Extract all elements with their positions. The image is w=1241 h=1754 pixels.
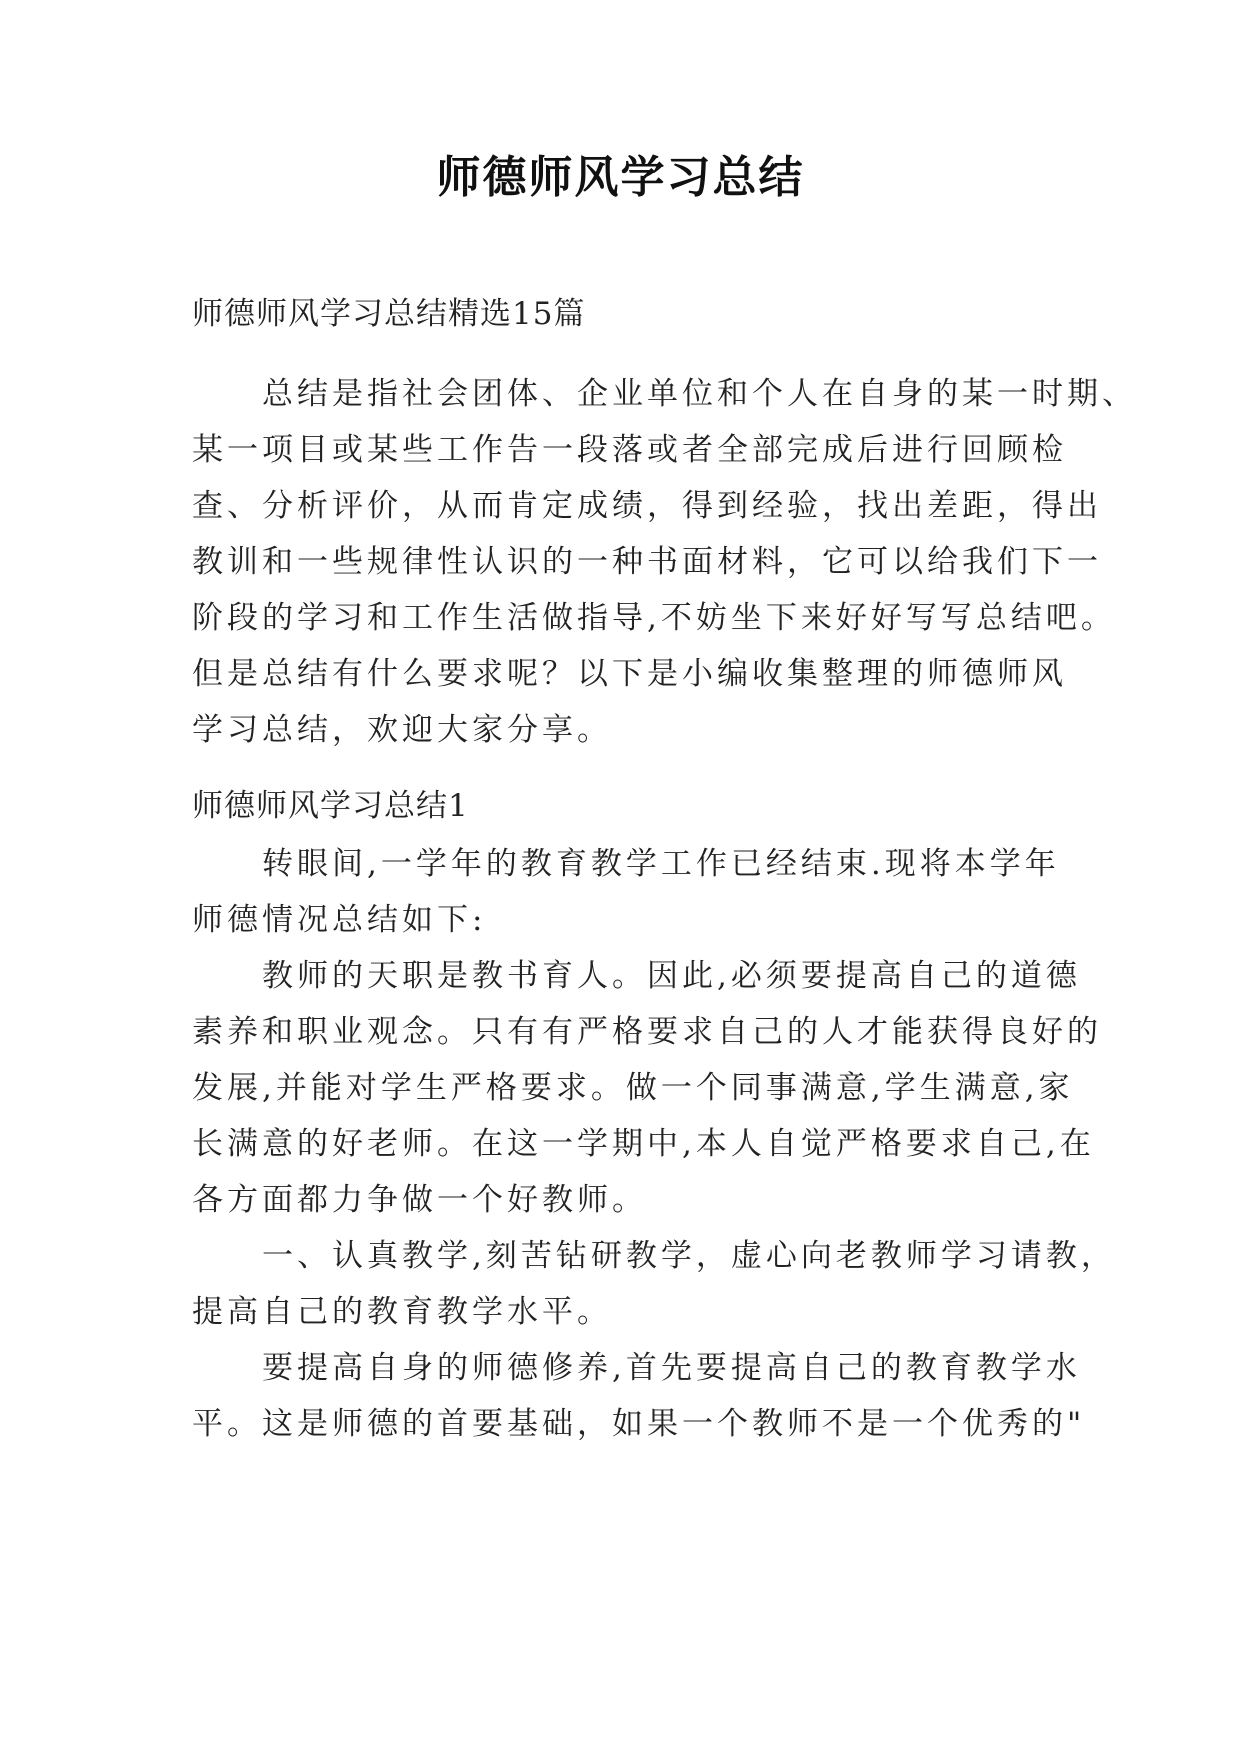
intro-line: 总结是指社会团体、企业单位和个人在自身的某一时期、	[192, 376, 1137, 412]
intro-line: 但是总结有什么要求呢？以下是小编收集整理的师德师风	[192, 656, 1067, 692]
body-line: 师德情况总结如下:	[192, 902, 487, 938]
intro-paragraph	[192, 366, 1137, 758]
section1-body	[192, 836, 1116, 1452]
document-title: 师德师风学习总结	[436, 152, 805, 203]
body-line: 教师的天职是教书育人。因此,必须要提高自己的道德	[192, 958, 1081, 994]
intro-line: 教训和一些规律性认识的一种书面材料，它可以给我们下一	[192, 544, 1102, 580]
body-line: 平。这是师德的首要基础，如果一个教师不是一个优秀的"	[192, 1406, 1086, 1442]
body-line: 提高自己的教育教学水平。	[192, 1294, 612, 1330]
body-line: 转眼间,一学年的教育教学工作已经结束.现将本学年	[192, 846, 1060, 882]
section-heading: 师德师风学习总结1	[192, 788, 469, 824]
body-line: 长满意的好老师。在这一学期中,本人自觉严格要求自己,在	[192, 1126, 1095, 1162]
intro-line: 某一项目或某些工作告一段落或者全部完成后进行回顾检	[192, 432, 1067, 468]
body-line: 一、认真教学,刻苦钻研教学，虚心向老教师学习请教，	[192, 1238, 1116, 1274]
body-line: 要提高自身的师德修养,首先要提高自己的教育教学水	[192, 1350, 1081, 1386]
body-line: 各方面都力争做一个好教师。	[192, 1182, 647, 1218]
body-line: 素养和职业观念。只有有严格要求自己的人才能获得良好的	[192, 1014, 1102, 1050]
intro-line: 学习总结，欢迎大家分享。	[192, 712, 612, 748]
body-line: 发展,并能对学生严格要求。做一个同事满意,学生满意,家	[192, 1070, 1074, 1106]
intro-line: 阶段的学习和工作生活做指导,不妨坐下来好好写写总结吧。	[192, 600, 1116, 636]
intro-line: 查、分析评价，从而肯定成绩，得到经验，找出差距，得出	[192, 488, 1102, 524]
document-subtitle: 师德师风学习总结精选15篇	[192, 296, 586, 332]
